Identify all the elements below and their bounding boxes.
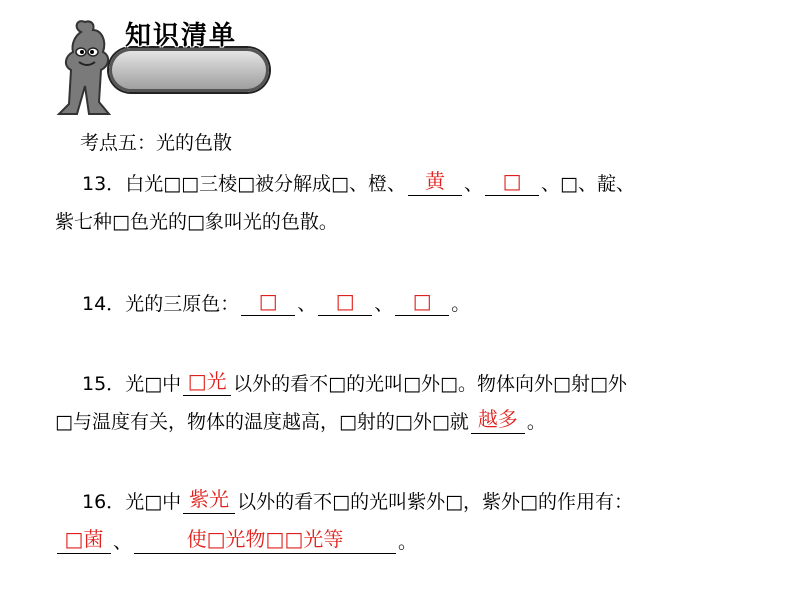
answer-14-3: □ [412,289,432,313]
question-15-end: 。 [526,411,546,433]
answer-15-2: 越多 [477,407,518,431]
answer-14-1: □ [258,289,278,313]
answer-16-3: 使□光物□□光等 [186,527,344,551]
question-16-line-2 [55,527,418,554]
blank-13-1 [408,169,462,196]
answer-14-2: □ [335,289,355,313]
question-15-text-line2: □与温度有关，物体的温度越高，□射的□外□就 [55,411,469,433]
blank-16-3 [134,527,396,554]
question-14 [82,289,471,316]
question-16-number: 16． [82,491,126,513]
separator: 、 [464,173,484,195]
separator: 、 [374,293,394,315]
blank-16-2 [57,527,111,554]
answer-16-1: 紫光 [189,487,230,511]
question-15-text-mid: 以外的看不□的光叫□外□。物体向外□射□外 [233,373,627,395]
answer-16-2: □菌 [64,527,104,551]
blank-16-1 [183,487,235,514]
blank-15-2 [471,407,525,434]
blank-15-1 [183,369,231,396]
question-15-text: 光□中 [125,373,182,395]
question-16-end: 。 [398,531,418,553]
separator: 、 [113,531,133,553]
question-16-line-1 [82,487,633,514]
question-13-line-1 [82,169,635,196]
question-14-text: 光的三原色： [125,293,240,315]
question-14-number: 14． [82,293,126,315]
answer-13-2: □ [502,169,522,193]
question-16-text: 光□中 [125,491,182,513]
question-13-line-2: 紫七种□色光的□象叫光的色散。 [55,211,338,233]
blank-14-2 [318,289,372,316]
question-15-line-2 [55,407,546,434]
header-banner [55,14,285,124]
question-15-line-1 [82,369,627,396]
answer-15-1: □光 [187,369,227,393]
blank-14-1 [241,289,295,316]
question-16-text-mid: 以外的看不□的光叫紫外□，紫外□的作用有： [237,491,633,513]
question-13-text-end: 、□、靛、 [541,173,635,195]
answer-13-1: 黄 [425,169,445,193]
separator: 、 [297,293,317,315]
question-15-number: 15． [82,373,126,395]
section-title: 考点五：光的色散 [80,132,233,154]
blank-13-2 [485,169,539,196]
header-title: 知识清单 [125,21,238,51]
question-14-end: 。 [451,293,471,315]
title-banner [109,48,269,92]
question-13-number: 13． [82,173,126,195]
question-13-text: 白光□□三棱□被分解成□、橙、 [125,173,406,195]
blank-14-3 [395,289,449,316]
